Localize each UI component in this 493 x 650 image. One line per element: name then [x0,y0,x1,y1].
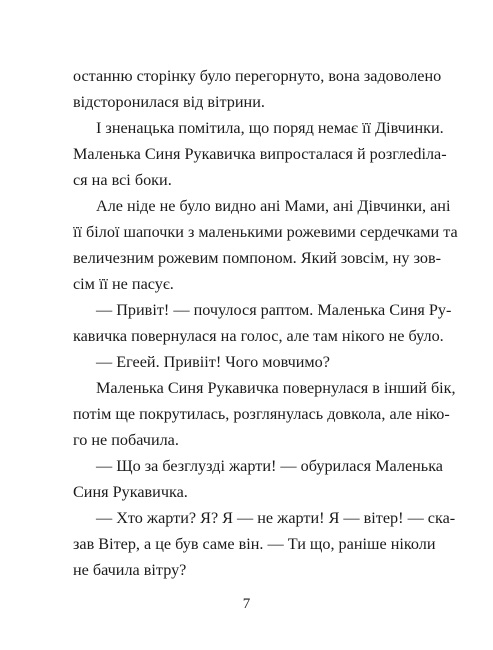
text-line: останню сторінку було перегорнуто, вона задоволено [73,67,442,85]
text-line: величезним рожевим помпоном. Який зовсім, ну зов- [73,249,442,267]
text-line: Маленька Синя Рукавичка повернулася в інший бік, [96,379,456,397]
text-line: го не побачила. [73,431,179,449]
text-line: Маленька Синя Рукавичка випросталася й розглediла- [73,145,447,163]
text-line: потім ще покрутилась, розглянулась довкола, але ніко- [73,405,450,423]
text-line: зав Вітер, а це був саме він. — Ти що, раніше ніколи [73,535,436,553]
text-line: кавичка повернулася на голос, але там нікого не було. [73,327,444,345]
text-line: — Хто жарти? Я? Я — не жарти! Я — вітер! — ска- [96,509,456,527]
text-line: — Що за безглузді жарти! — обурилася Маленька [96,457,443,475]
text-line: Але ніде не було видно ані Мами, ані Дівчинки, ані [96,197,451,215]
text-line: не бачила вітру? [73,561,187,579]
text-line: відсторонилася від вітрини. [73,93,265,111]
page-number: 7 [242,596,251,612]
text-line: — Привіт! — почулося раптом. Маленька Синя Ру- [96,301,452,319]
text-line: І зненацька помітила, що поряд немає її Дівчинки. [96,119,444,137]
text-line: її білої шапочки з маленькими рожевими сердечками та [73,223,458,241]
text-line: — Егеей. Привііт! Чого мовчимо? [96,353,330,371]
text-line: Синя Рукавичка. [73,483,188,501]
text-line: ся на всі боки. [73,171,172,189]
text-line: сім її не пасує. [73,275,174,293]
